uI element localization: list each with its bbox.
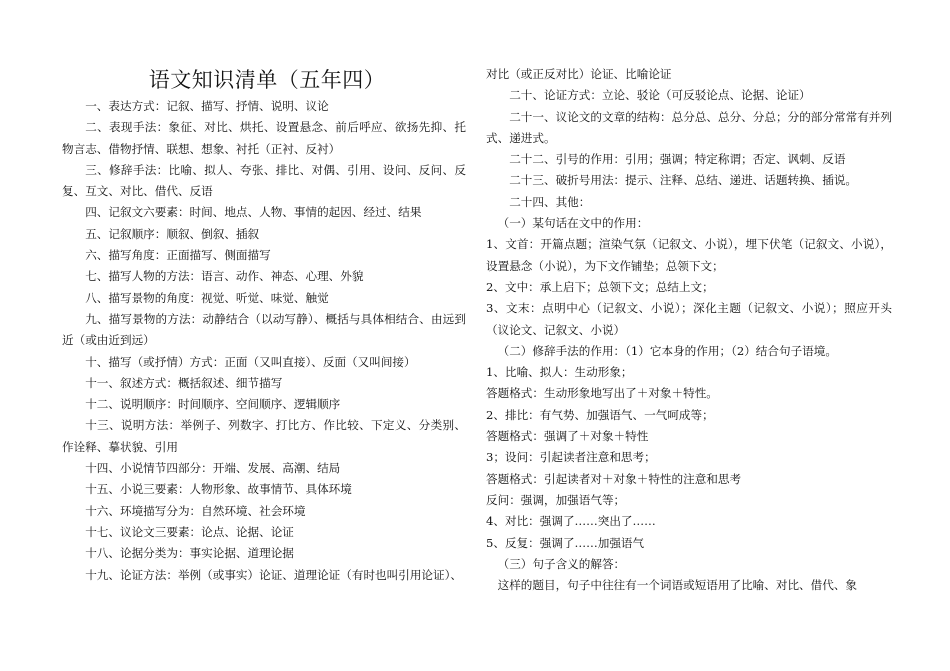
paragraph: 十、描写（或抒情）方式：正面（又叫直接）、反面（又叫间接） xyxy=(85,354,416,369)
paragraph: 二十二、引号的作用：引用；强调；特定称谓；否定、讽刺、反语 xyxy=(509,152,846,167)
paragraph: 3、文末：点明中心（记叙文、小说）；深化主题（记叙文、小说）；照应开头（议论文、记叙文、小说） xyxy=(486,301,892,337)
paragraph: 二、表现手法：象征、对比、烘托、设置悬念、前后呼应、欲扬先抑、托物言志、借物抒情、联想、想象、衬托（正衬、反衬） xyxy=(62,120,466,156)
paragraph: 十八、论据分类为：事实论据、道理论据 xyxy=(85,546,294,561)
paragraph: 对比（或正反对比）论证、比喻论证 xyxy=(486,67,672,81)
paragraph: 七、描写人物的方法：语言、动作、神态、心理、外貌 xyxy=(85,269,364,284)
paragraph: 二十四、其他： xyxy=(509,194,591,209)
paragraph: 答题格式：强调了＋对象＋特性 xyxy=(486,429,649,444)
paragraph: 二十、论证方式：立论、驳论（可反驳论点、论据、论证） xyxy=(509,88,811,103)
document-title: 语文知识清单（五年四） xyxy=(148,68,386,92)
paragraph: 三、修辞手法：比喻、拟人、夸张、排比、对偶、引用、设问、反问、反复、互文、对比、借代、反语 xyxy=(62,162,466,199)
paragraph: 六、描写角度：正面描写、侧面描写 xyxy=(85,248,271,263)
paragraph: 反问：强调，加强语气等； xyxy=(486,492,626,507)
paragraph: （一）某句话在文中的作用： xyxy=(497,216,649,231)
paragraph: 这样的题目，句子中往往有一个词语或短语用了比喻、对比、借代、象 xyxy=(497,578,858,593)
paragraph: 二十一、议论文的文章的结构：总分总、总分、分总；分的部分常常有并列式、递进式。 xyxy=(486,109,892,145)
paragraph: 九、描写景物的方法：动静结合（以动写静）、概括与具体相结合、由远到近（或由近到远） xyxy=(62,311,466,348)
paragraph: 十五、小说三要素：人物形象、故事情节、具体环境 xyxy=(85,482,352,497)
paragraph: 四、记叙文六要素：时间、地点、人物、事情的起因、经过、结果 xyxy=(85,205,422,220)
paragraph: 3；设问：引起读者注意和思考； xyxy=(486,450,656,465)
paragraph: 十二、说明顺序：时间顺序、空间顺序、逻辑顺序 xyxy=(85,397,341,412)
paragraph: 1、文首：开篇点题；渲染气氛（记叙文、小说），埋下伏笔（记叙文、小说），设置悬念（小说），为下文作铺垫；总领下文； xyxy=(486,237,892,273)
paragraph: 2、文中：承上启下；总领下文；总结上文； xyxy=(486,279,714,294)
paragraph: 一、表达方式：记叙、描写、抒情、说明、议论 xyxy=(85,99,329,113)
paragraph: （二）修辞手法的作用：（1）它本身的作用；（2）结合句子语境。 xyxy=(497,343,837,358)
right-column-paragraphs xyxy=(486,64,892,596)
paragraph: 十四、小说情节四部分：开端、发展、高潮、结局 xyxy=(85,461,341,476)
left-column xyxy=(62,66,466,586)
paragraph: 五、记叙顺序：顺叙、倒叙、插叙 xyxy=(85,226,260,241)
paragraph: 八、描写景物的角度：视觉、听觉、味觉、触觉 xyxy=(85,290,329,305)
paragraph: （三）句子含义的解答： xyxy=(497,556,626,571)
paragraph: 二十三、破折号用法：提示、注释、总结、递进、话题转换、插说。 xyxy=(509,173,858,188)
paragraph: 十九、论证方法：举例（或事实）论证、道理论证（有时也叫引用论证）、 xyxy=(85,567,462,582)
paragraph: 5、反复：强调了……加强语气 xyxy=(486,535,645,550)
paragraph: 十六、环境描写分为：自然环境、社会环境 xyxy=(85,503,306,518)
paragraph: 4、对比：强调了……突出了…… xyxy=(486,514,656,529)
paragraph: 1、比喻、拟人：生动形象； xyxy=(486,365,633,380)
paragraph: 答题格式：生动形象地写出了＋对象＋特性。 xyxy=(486,386,718,401)
paragraph: 2、排比：有气势、加强语气、一气呵成等； xyxy=(486,407,714,422)
right-column xyxy=(486,64,892,596)
paragraph: 答题格式：引起读者对＋对象＋特性的注意和思考 xyxy=(486,471,742,486)
paragraph: 十三、说明方法：举例子、列数字、打比方、作比较、下定义、分类别、作诠释、摹状貌、引用 xyxy=(62,418,466,454)
paragraph: 十一、叙述方式：概括叙述、细节描写 xyxy=(85,375,283,390)
left-column-paragraphs xyxy=(62,96,466,586)
paragraph: 十七、议论文三要素：论点、论据、论证 xyxy=(85,524,294,539)
